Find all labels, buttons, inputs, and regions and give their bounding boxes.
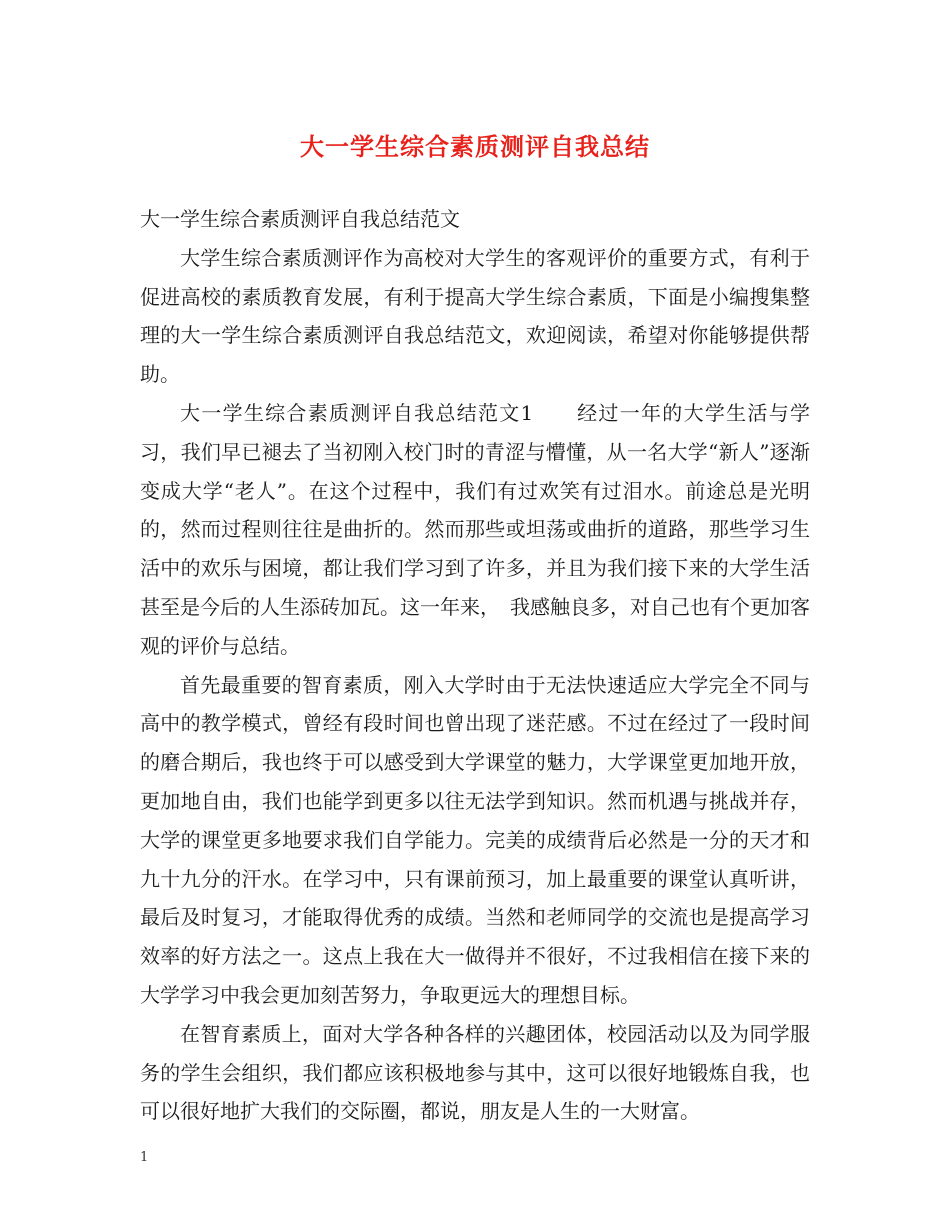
paragraph-activities: 在智育素质上，面对大学各种各样的兴趣团体，校园活动以及为同学服务的学生会组织，我们都应该积极地参与其中，这可以很好地锻炼自我，也可以很好地扩大我们的交际圈，都说，朋友是人生的一大财富。 [140, 1021, 810, 1124]
paragraph-sample-1: 大一学生综合素质测评自我总结范文1 经过一年的大学生活与学习，我们早已褪去了当初刚入校门时的青涩与懵懂，从一名大学“新人”逐渐变成大学“老人”。在这个过程中，我们有过欢笑有过泪水。前途总是光明的，然而过程则往往是曲折的。然而那些或坦荡或曲折的道路，那些学习生活中的欢乐与困境，都让我们学习到了许多，并且为我们接下来的大学生活甚至是今后的人生添砖加瓦。这一年来， 我感触良多，对自己也有个更加客观的评价与总结。 [140, 400, 810, 658]
document-body [140, 200, 810, 1131]
paragraph-intellectual-quality: 首先最重要的智育素质，刚入大学时由于无法快速适应大学完全不同与高中的教学模式，曾经有段时间也曾出现了迷茫感。不过在经过了一段时间的磨合期后，我也终于可以感受到大学课堂的魅力，大学课堂更加地开放，更加地自由，我们也能学到更多以往无法学到知识。然而机遇与挑战并存，大学的课堂更多地要求我们自学能力。完美的成绩背后必然是一分的天才和九十九分的汗水。在学习中，只有课前预习，加上最重要的课堂认真听讲，最后及时复习，才能取得优秀的成绩。当然和老师同学的交流也是提高学习效率的好方法之一。这点上我在大一做得并不很好，不过我相信在接下来的大学学习中我会更加刻苦努力，争取更远大的理想目标。 [140, 672, 810, 1007]
page-number: 1 [140, 1150, 149, 1165]
document-subtitle: 大一学生综合素质测评自我总结范文 [140, 207, 460, 231]
document-title: 大一学生综合素质测评自我总结 [300, 132, 650, 161]
paragraph-intro: 大学生综合素质测评作为高校对大学生的客观评价的重要方式，有利于促进高校的素质教育发展，有利于提高大学生综合素质，下面是小编搜集整理的大一学生综合素质测评自我总结范文，欢迎阅读，希望对你能够提供帮助。 [140, 245, 810, 387]
